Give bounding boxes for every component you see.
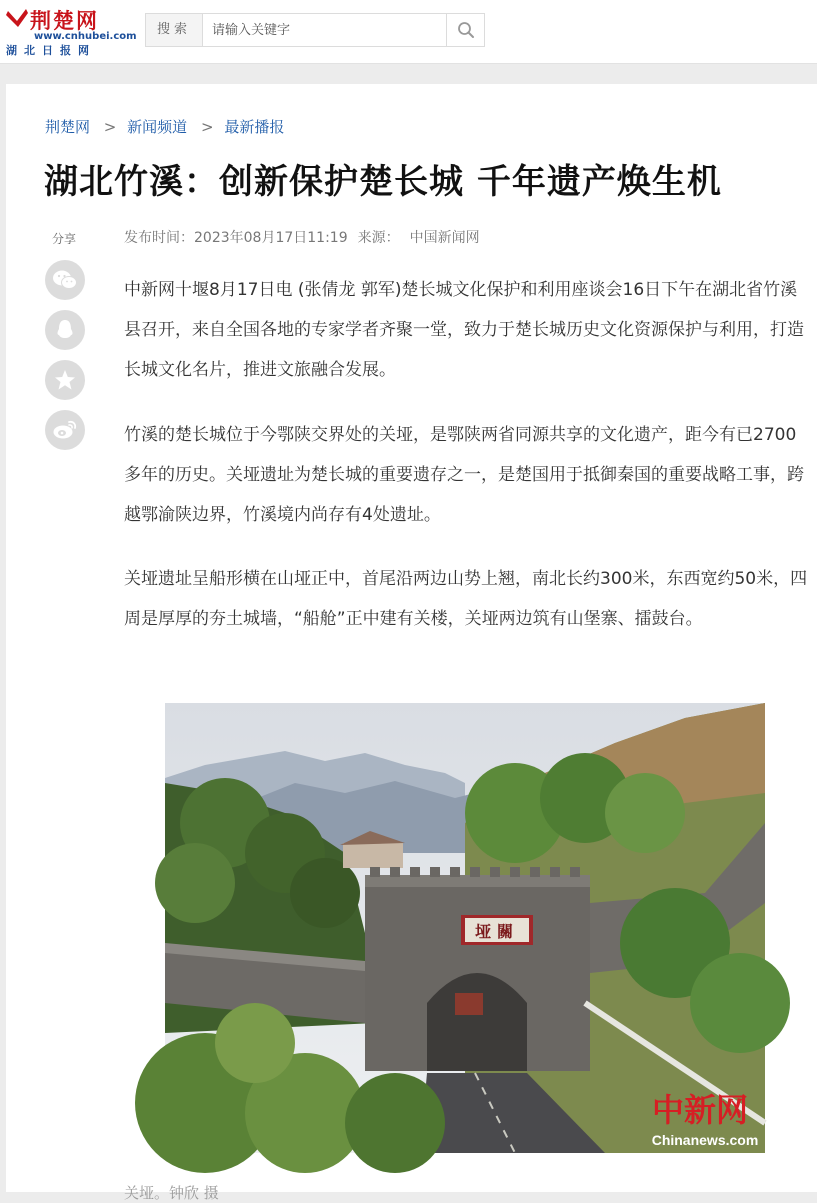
breadcrumb-item-latest[interactable]: 最新播报 [224, 118, 285, 136]
gate-plaque-text: 垭關 [474, 922, 520, 941]
breadcrumb-item-news[interactable]: 新闻频道 [127, 118, 188, 136]
source-name: 中国新闻网 [409, 230, 480, 246]
photo-watermark-cn: 中新网 [651, 1091, 749, 1129]
article-paragraph: 关垭遗址呈船形横在山垭正中，首尾沿两边山势上翘，南北长约300米，东西宽约50米，四周是厚厚的夯土城墙，“船舱”正中建有关楼，关垭两边筑有山堡寨、擂鼓台。 [124, 569, 808, 629]
qq-icon [55, 318, 75, 342]
article-card [6, 84, 817, 1202]
logo-mark-icon [6, 7, 30, 29]
site-logo[interactable] [6, 5, 137, 57]
logo-domain: www.cnhubei.com [34, 31, 137, 42]
article-paragraph: 中新网十堰8月17日电 (张倩龙 郭军)楚长城文化保护和利用座谈会16日下午在湖北省竹溪县召开，来自全国各地的专家学者齐聚一堂，致力于楚长城历史文化资源保护与利用，打造长城文化名片，推进文旅融合发展。 [124, 280, 804, 380]
weibo-icon [52, 419, 78, 441]
article-photo [165, 703, 765, 1153]
article-paragraph: 竹溪的楚长城位于今鄂陕交界处的关垭，是鄂陕两省同源共享的文化遗产，距今有已2700多年的历史。关垭遗址为楚长城的重要遗存之一，是楚国用于抵御秦国的重要战略工事，跨越鄂渝陕边界，竹溪境内尚存有4处遗址。 [124, 425, 804, 525]
article-title: 湖北竹溪：创新保护楚长城 千年遗产焕生机 [44, 162, 722, 202]
photo-caption: 关垭。钟欣 摄 [124, 1184, 219, 1202]
photo-watermark-en: Chinanews.com [651, 1132, 759, 1148]
breadcrumb-separator: > [103, 118, 117, 136]
breadcrumb-separator: > [200, 118, 214, 136]
share-weibo-button[interactable] [45, 410, 85, 450]
search-box [145, 13, 485, 47]
search-input[interactable] [204, 14, 447, 46]
great-wall-gate-photo [165, 703, 765, 1153]
article-meta [124, 227, 480, 247]
top-bar [0, 0, 817, 64]
logo-text: 荆楚网 [30, 8, 99, 33]
publish-time: 2023年08月17日11:19 [194, 230, 348, 246]
qzone-icon [53, 368, 77, 392]
breadcrumb-item-home[interactable]: 荆楚网 [45, 118, 91, 136]
logo-subtitle: 湖北日报网 [6, 44, 96, 57]
share-wechat-button[interactable] [45, 260, 85, 300]
share-qq-button[interactable] [45, 310, 85, 350]
breadcrumb [45, 116, 284, 137]
share-label: 分享 [52, 232, 77, 246]
search-icon [457, 21, 475, 39]
share-qzone-button[interactable] [45, 360, 85, 400]
search-label: 搜索 [146, 14, 203, 46]
publish-label: 发布时间： [124, 230, 194, 246]
source-label: 来源： [357, 230, 400, 246]
wechat-icon [52, 269, 78, 291]
search-button[interactable] [446, 14, 484, 46]
